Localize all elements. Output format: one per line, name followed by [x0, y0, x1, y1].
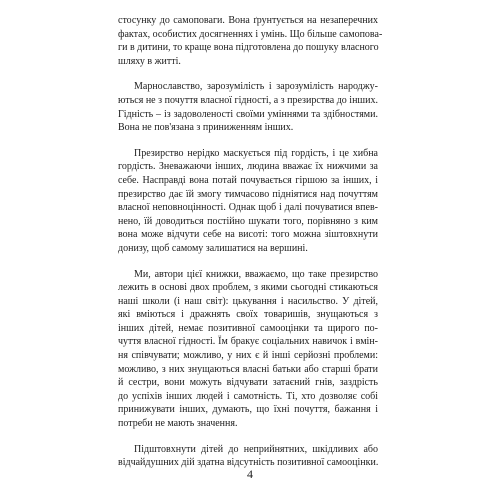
text-line: й сестри, вони можуть відчувати затаєний гнів, заздрість [118, 377, 378, 389]
text-line: можливо, з них знущаються власні батьки або старші брати [118, 363, 378, 375]
text-line: Марнославство, зарозумілість і зарозумілість народжу- [134, 81, 378, 93]
text-line: Вона не пов'язана з приниженням інших. [118, 122, 294, 134]
paragraph [118, 268, 378, 431]
text-line: фактах, особистих досягненнях і умінь. Що більше самопова- [118, 28, 383, 40]
page-body [118, 14, 383, 482]
text-line: ги в дитини, то краще вона підготовлена до пошуку власного [118, 42, 379, 54]
text-line: себе. Насправді вона потай почувається гіршою за інших, і [118, 174, 378, 186]
text-line: потреби не мають значення. [118, 418, 238, 430]
text-line: Гідність – із задоволеності своїми уміннями та здібностями. [118, 108, 378, 120]
text-line: ються не з почуття власної гідності, а з презирства до інших. [118, 94, 378, 106]
paragraph [118, 443, 378, 470]
text-line: Ми, автори цієї книжки, вважаємо, що таке презирство [134, 268, 378, 280]
text-line: відчайдушних дій здатна відсутність позитивної самооцінки. [118, 457, 379, 469]
text-line: вона може відчути себе на висоті: того можна зіштовхнути [118, 229, 378, 241]
text-line: Презирство нерідко маскується під гордість, і це хибна [134, 147, 378, 159]
text-line: Підштовхнути дітей до неприйнятних, шкідливих або [134, 443, 378, 455]
text-line: презирство дає їй змогу тимчасово підніятися над почуттям [118, 188, 378, 200]
paragraph [118, 14, 383, 68]
text-line: стосунку до самоповаги. Вона ґрунтується на незаперечних [118, 15, 378, 26]
text-line: принижувати інших, думають, що їхні почуття, бажання і [118, 404, 378, 416]
text-line: шляху в житті. [118, 55, 181, 67]
text-line: власної неповноцінності. Однак щоб і далі почуватися впев- [118, 202, 378, 214]
text-line: чуття власної гідності. Їм бракує соціальних навичок і вмін- [118, 336, 378, 348]
paragraph [118, 147, 378, 256]
text-line: гордість. Зневажаючи інших, людина вважає їх нижчими за [118, 161, 378, 173]
text-line: донизу, щоб самому залишатися на вершині. [118, 242, 308, 254]
paragraph [118, 80, 378, 134]
page-number: 4 [247, 467, 253, 481]
text-line: ня співчувати; можливо, у них є й інші серйозні проблеми: [118, 350, 378, 362]
text-line: нено, їй доводиться постійно шукати того, порівняно з ким [118, 215, 378, 227]
text-line: які вміються і дражнять своїх товаришів, знущаються з [118, 309, 378, 321]
text-line: до успіхів інших людей і самотність. Ті, хто дозволяє собі [118, 390, 378, 402]
text-line: лежить в основі двох проблем, з якими сьогодні стикаються [118, 282, 378, 294]
text-line: інших дітей, немає позитивної самооцінки та щирого по- [118, 322, 378, 334]
text-line: наші школи (і наш світ): цькування і насильство. У дітей, [118, 295, 378, 307]
